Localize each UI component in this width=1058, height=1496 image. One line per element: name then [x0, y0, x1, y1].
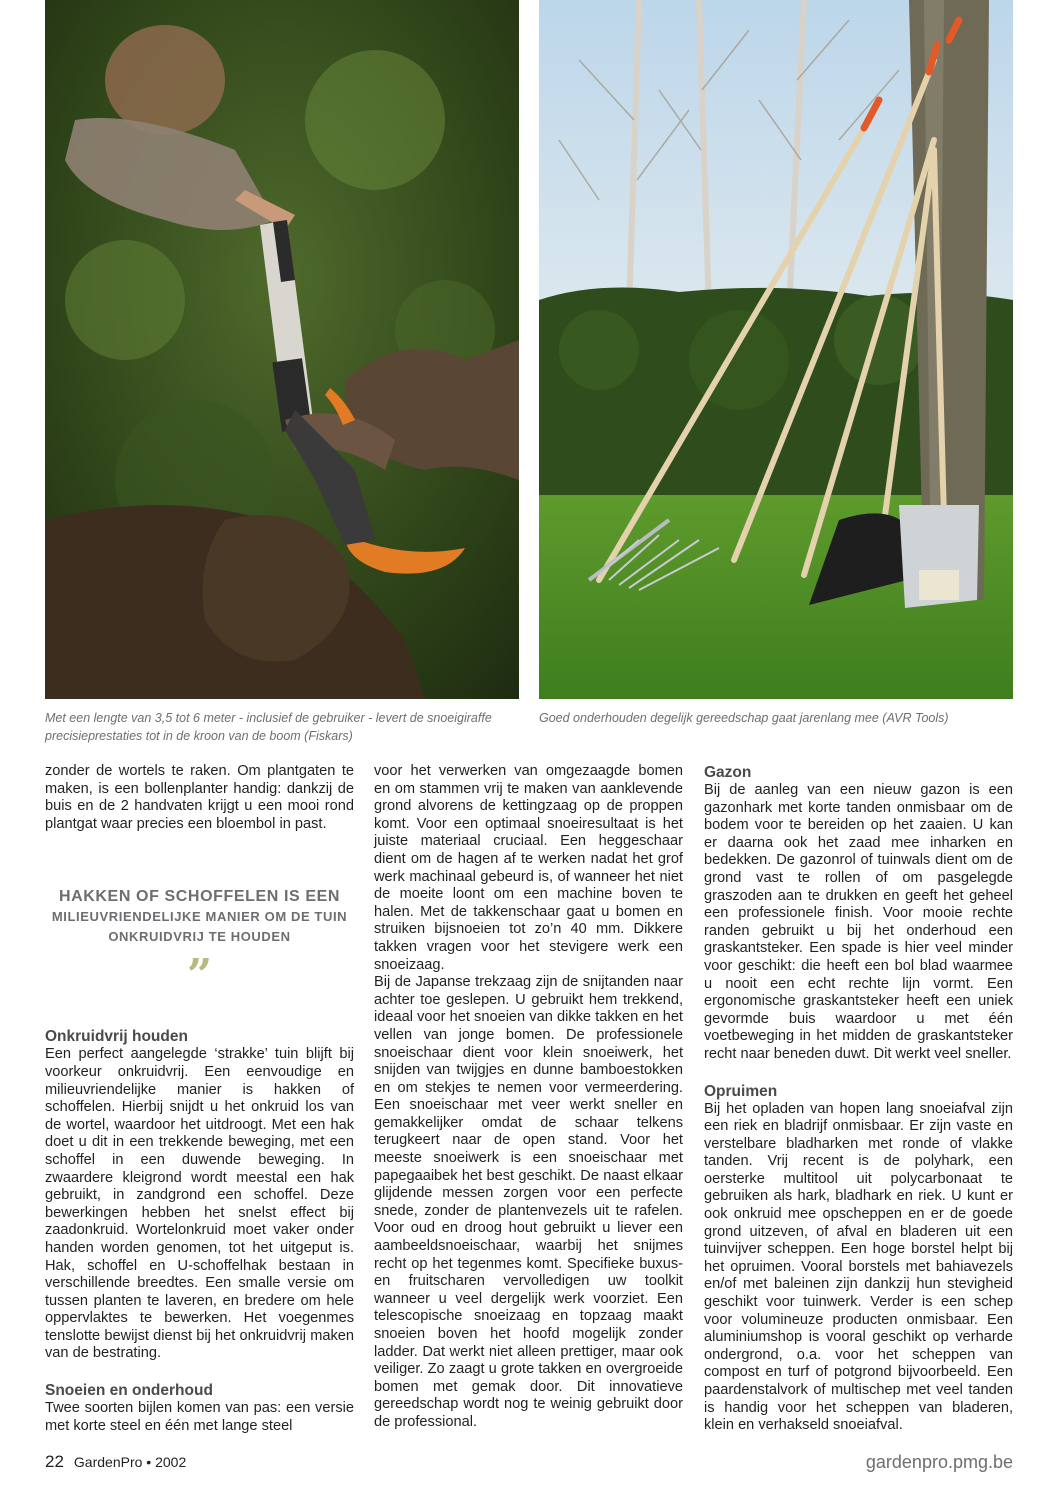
text-column-3: [704, 763, 1013, 1435]
page-number: 22: [45, 1452, 64, 1471]
paragraph-trekzaag: Bij de Japanse trekzaag zijn de snijtanden naar achter toe geslepen. U gebruikt hem trekkend, ideaal voor het snoeien van dikke takken en het vellen van jonge bomen. De professionele snoeischaar dient voor klein snoeiwerk, het snijden van twijgjes en dunne bamboestokken en om stekjes te nemen voor vermeerdering. Een snoeischaar met veer werkt sneller en gemakkelijker omdat de schaar telkens terugkeert naar de open stand. Voor het meeste snoeiwerk is een snoeischaar met papegaaibek het best geschikt. De naast elkaar glijdende messen zorgen voor een perfecte snede, zonder de plantenvezels uit te rafelen. Voor oud en droog hout gebruikt u liever een aambeeldsnoeischaar, waarbij het snijmes recht op het tegenmes komt. Specifieke buxus- en fruitscharen vervolledigen uw toolkit wanneer u veel dergelijk werk voorziet. Een telescopische snoeizaag en topzaag maakt snoeien boven het hoofd mogelijk zonder ladder. Dat werkt niet alleen prettiger, maar ook veiliger. Zo zaagt u grote takken en overgroeide bomen met gemak door. Dit innovatieve gereedschap wordt nog te weinig gebruikt door de professional.: [374, 974, 683, 1430]
photo-garden-tools: [539, 0, 1013, 699]
text-column-2: [374, 763, 683, 1432]
paragraph-plantgaten: zonder de wortels te raken. Om plantgaten te maken, is een bollenplanter handig: dankzij de buis en de 2 handvaten krijgt u een mooi rond plantgat waar precies een bloembol in past.: [45, 763, 354, 832]
pull-quote-first: HAKKEN OF SCHOFFELEN IS EEN: [58, 888, 341, 906]
paragraph-snoeien: Twee soorten bijlen komen van pas: een versie met korte steel en één met lange steel: [45, 1400, 354, 1434]
paragraph-gazon: Bij de aanleg van een nieuw gazon is een gazonhark met korte tanden onmisbaar om de bodem voor te bereiden op het zaaien. U kan er daarna ook het zaad mee inharken en bedekken. De gazonrol of tuinwals dient om de grond vast te rollen of om pasgelegde graszoden aan te drukken en geeft het geheel een professionele finish. Voor mooie rechte randen gebruikt u bij het onderhoud een graskantsteker. Een spade is hier veel minder voor geschikt: die heeft een bol blad waarmee u nooit een echt rechte lijn vormt. Een ergonomische graskantsteker heeft een uniek gevormde buis waardoor u met één voetbeweging in het midden de graskantsteker recht naar beneden duwt. Dit werkt veel sneller.: [704, 782, 1013, 1062]
heading-opruimen: Opruimen: [704, 1082, 778, 1100]
paragraph-opruimen: Bij het opladen van hopen lang snoeiafval zijn een riek en bladrijf onmisbaar. Er zijn vaste en verstelbare bladharken met ronde of vlakke tanden. Vrij recent is de polyhark, een oersterke multitool uit polycarbonaat te gebruiken als hark, bladhark en riek. U kunt er ook onkruid mee opscheppen en er de goede grond uitzeven, of afval en bladeren uit een tuinvijver scheppen. Een hoge borstel helpt bij het opruimen. Vooral borstels met bahiavezels en/of met baleinen zijn dankzij hun stevigheid geschikt voor tuinwerk. Verder is een schep voor volumineuze producten onmisbaar. Een aluminiumshop is vooral geschikt op verharde ondergrond, o.a. voor het scheppen van compost en turf of potgrond bijvoorbeeld. Een paardenstalvork of multischep met veel tanden is handig voor het scheppen van bladeren, klein en verhakseld snoeiafval.: [704, 1100, 1013, 1434]
heading-gazon: Gazon: [704, 764, 752, 781]
pull-quote-rest: MILIEUVRIENDELIJKE MANIER OM DE TUIN ONKRUIDVRIJ TE HOUDEN: [51, 909, 348, 945]
paragraph-gereedschap: voor het verwerken van omgezaagde bomen en om stammen vrij te maken van aanklevende grond alvorens de kettingzaag op de proppen komt. Voor een optimaal snoeiresultaat is het juiste materiaal cruciaal. Een heggeschaar dient om de hagen af te werken nadat het grof werk machinaal gebeurd is, of wanneer het niet de moeite loont om een machine boven te halen. Met de takkenschaar gaat u bomen en struiken bijsnoeien tot zo’n 40 mm. Dikkere takken vragen voor het stevigere werk een snoeizaag.: [374, 763, 683, 973]
text-column-1: [45, 763, 354, 1435]
photo-pole-pruner: [45, 0, 519, 699]
heading-snoeien: Snoeien en onderhoud: [45, 1382, 213, 1400]
paragraph-onkruidvrij: Een perfect aangelegde ‘strakke’ tuin blijft bij voorkeur onkruidvrij. Een eenvoudige en milieuvriendelijke manier is hakken of schoffelen. Hierbij snijdt u het onkruid los van de wortel, waardoor het uitdroogt. Met een hak doet u dit in een trekkende beweging, met een schoffel in een duwende beweging. In zwaardere kleigrond wordt meestal een hak gebruikt, in zandgrond een schoffel. Deze bewerkingen hebben het snelst effect bij zaadonkruid. Wortelonkruid moet vaker onder handen worden genomen, tot het uitgeput is. Hak, schoffel en U-schoffelhak bestaan in verschillende breedtes. Een smalle versie om tussen planten te laveren, en bredere om hele oppervlaktes te bewerken. Het voegenmes tenslotte bewijst dienst bij het onkruidvrij maken van de bestrating.: [45, 1046, 354, 1362]
website-link[interactable]: gardenpro.pmg.be: [865, 1452, 1013, 1472]
caption-right: Goed onderhouden degelijk gereedschap gaat jarenlang mee (AVR Tools): [539, 711, 949, 725]
heading-onkruidvrij: Onkruidvrij houden: [45, 1028, 188, 1046]
quote-mark-icon: ”: [186, 950, 213, 1002]
caption-left: Met een lengte van 3,5 tot 6 meter - inclusief de gebruiker - levert de snoeigiraffe precisieprestaties tot in de kroon van de boom (Fiskars): [45, 711, 492, 743]
footer-left: [45, 1452, 186, 1472]
pull-quote: [45, 887, 354, 947]
magazine-issue: GardenPro • 2002: [73, 1454, 187, 1470]
